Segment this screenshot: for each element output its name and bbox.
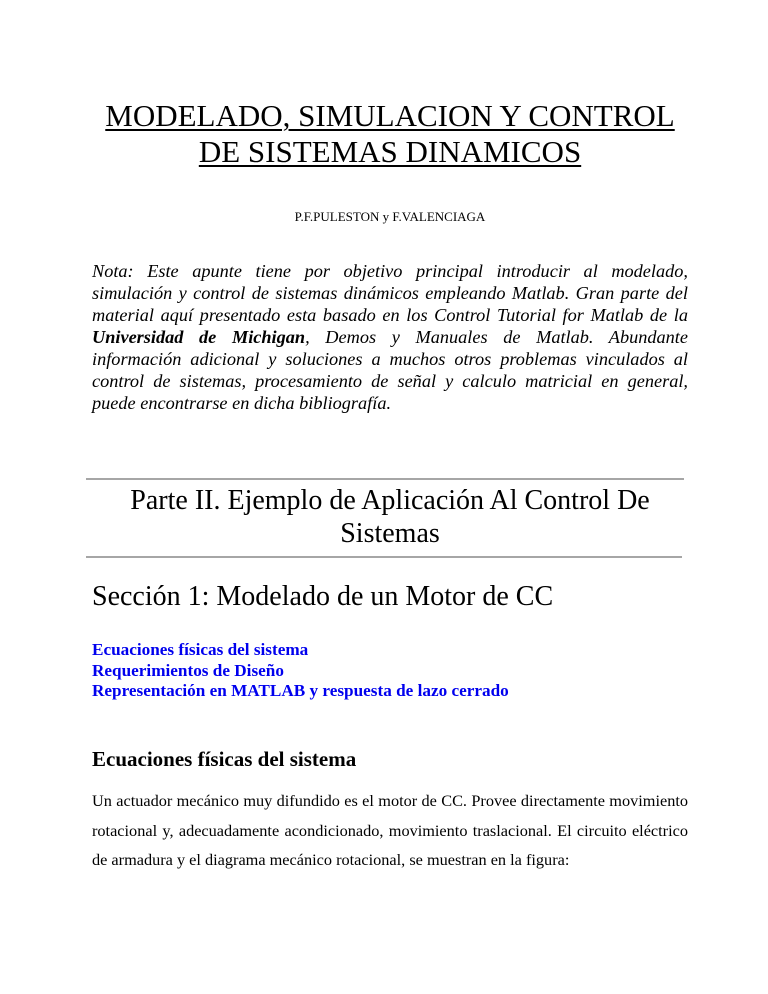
note-text-2: , Demos y Manuales de Matlab. Abundante información adicional y soluciones a muchos otros problemas vinculados al control de sistemas, procesamiento de señal y calculo matricial en general, puede encontrarse en dicha bibliografía. [92, 327, 688, 413]
note-paragraph [92, 260, 688, 414]
section-heading: Sección 1: Modelado de un Motor de CC [92, 581, 554, 612]
authors: P.F.PULESTON y F.VALENCIAGA [294, 209, 486, 224]
document-title [90, 98, 690, 170]
divider-top [86, 478, 684, 480]
body-paragraph: Un actuador mecánico muy difundido es el motor de CC. Provee directamente movimiento rotacional y, adecuadamente acondicionado, movimiento traslacional. El circuito eléctrico de armadura y el diagrama mecánico rotacional, se muestran en la figura: [92, 791, 688, 869]
table-of-contents [92, 640, 509, 702]
toc-link-ecuaciones[interactable]: Ecuaciones físicas del sistema [92, 640, 309, 659]
note-text-1: Nota: Este apunte tiene por objetivo principal introducir al modelado, simulación y control de sistemas dinámicos empleando Matlab. Gran parte del material aquí presentado esta basado en los Control Tutorial for Matlab de la [92, 261, 688, 325]
divider-bottom [86, 556, 682, 558]
toc-link-requerimientos[interactable]: Requerimientos de Diseño [92, 660, 284, 680]
title-line-1: MODELADO, SIMULACION Y CONTROL [105, 98, 675, 133]
title-line-2: DE SISTEMAS DINAMICOS [198, 134, 582, 169]
part-heading: Parte II. Ejemplo de Aplicación Al Control De Sistemas [130, 485, 650, 549]
toc-link-representacion[interactable]: Representación en MATLAB y respuesta de lazo cerrado [92, 681, 509, 700]
note-bold-institution: Universidad de Michigan [92, 327, 306, 347]
subsection-heading: Ecuaciones físicas del sistema [92, 747, 357, 771]
